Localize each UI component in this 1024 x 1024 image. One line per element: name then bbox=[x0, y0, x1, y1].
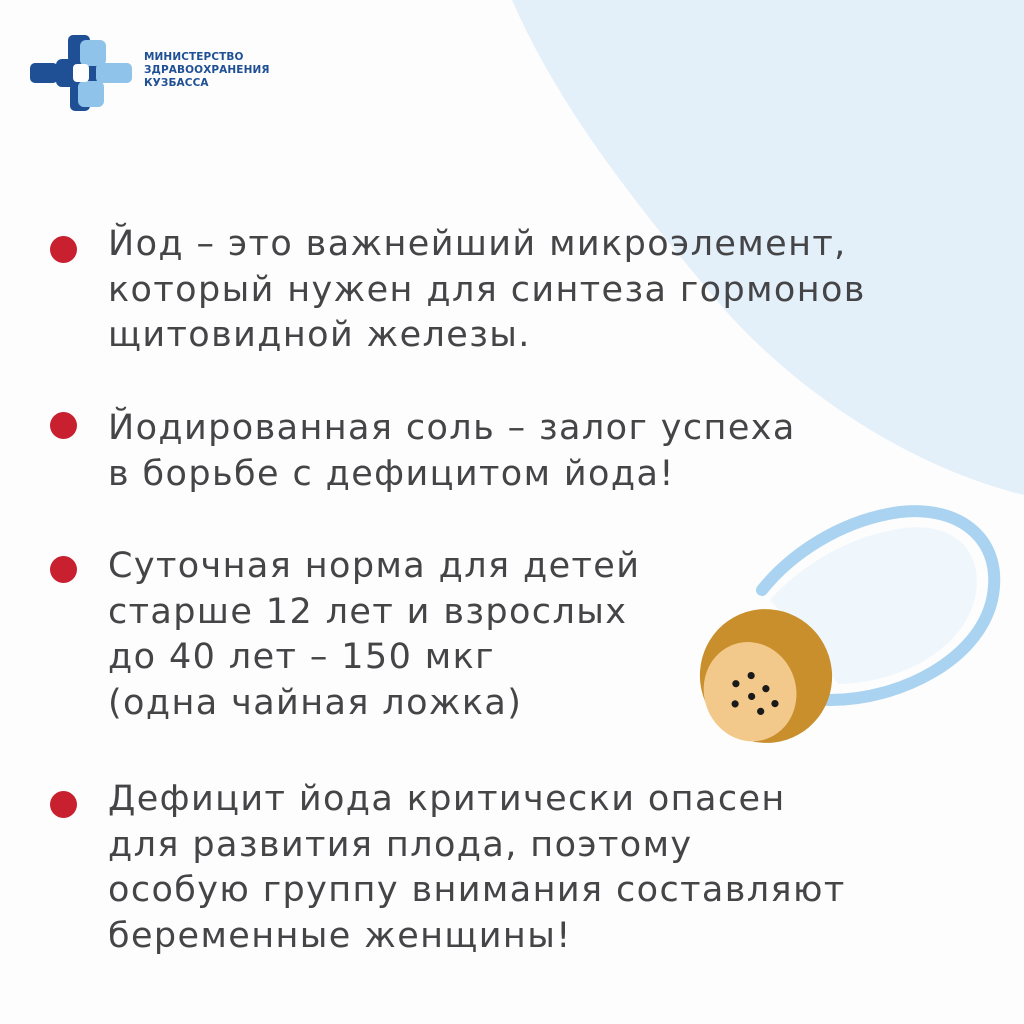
text-line: до 40 лет – 150 мкг bbox=[108, 637, 495, 677]
text-line: для развития плода, поэтому bbox=[108, 824, 693, 865]
org-line: МИНИСТЕРСТВО bbox=[144, 51, 244, 63]
text-line: Дефицит йода критически опасен bbox=[108, 779, 786, 819]
organization-name bbox=[144, 51, 270, 90]
bullet-dot bbox=[50, 791, 77, 818]
text-line: (одна чайная ложка) bbox=[108, 682, 523, 723]
text-line: в борьбе с дефицитом йода! bbox=[108, 453, 675, 494]
salt-shaker-icon bbox=[690, 490, 1024, 760]
bullet-text bbox=[108, 222, 866, 359]
bullet-text bbox=[108, 544, 640, 726]
org-line: КУЗБАССА bbox=[144, 77, 209, 89]
text-line: старше 12 лет и взрослых bbox=[108, 591, 628, 632]
text-line: Суточная норма для детей bbox=[108, 546, 641, 586]
bullet-text bbox=[108, 777, 846, 959]
ministry-logo-icon bbox=[30, 35, 132, 111]
text-line: беременные женщины! bbox=[108, 915, 572, 956]
bullet-text bbox=[108, 406, 796, 497]
bullet-dot bbox=[50, 556, 77, 583]
bullet-dot bbox=[50, 412, 77, 439]
text-line: Йод – это важнейший микроэлемент, bbox=[108, 224, 847, 264]
text-line: который нужен для синтеза гормонов bbox=[108, 269, 866, 310]
text-line: щитовидной железы. bbox=[108, 315, 531, 355]
text-line: Йодированная соль – залог успеха bbox=[108, 408, 796, 448]
text-line: особую группу внимания составляют bbox=[108, 870, 846, 910]
org-line: ЗДРАВООХРАНЕНИЯ bbox=[144, 64, 270, 76]
bullet-dot bbox=[50, 236, 77, 263]
